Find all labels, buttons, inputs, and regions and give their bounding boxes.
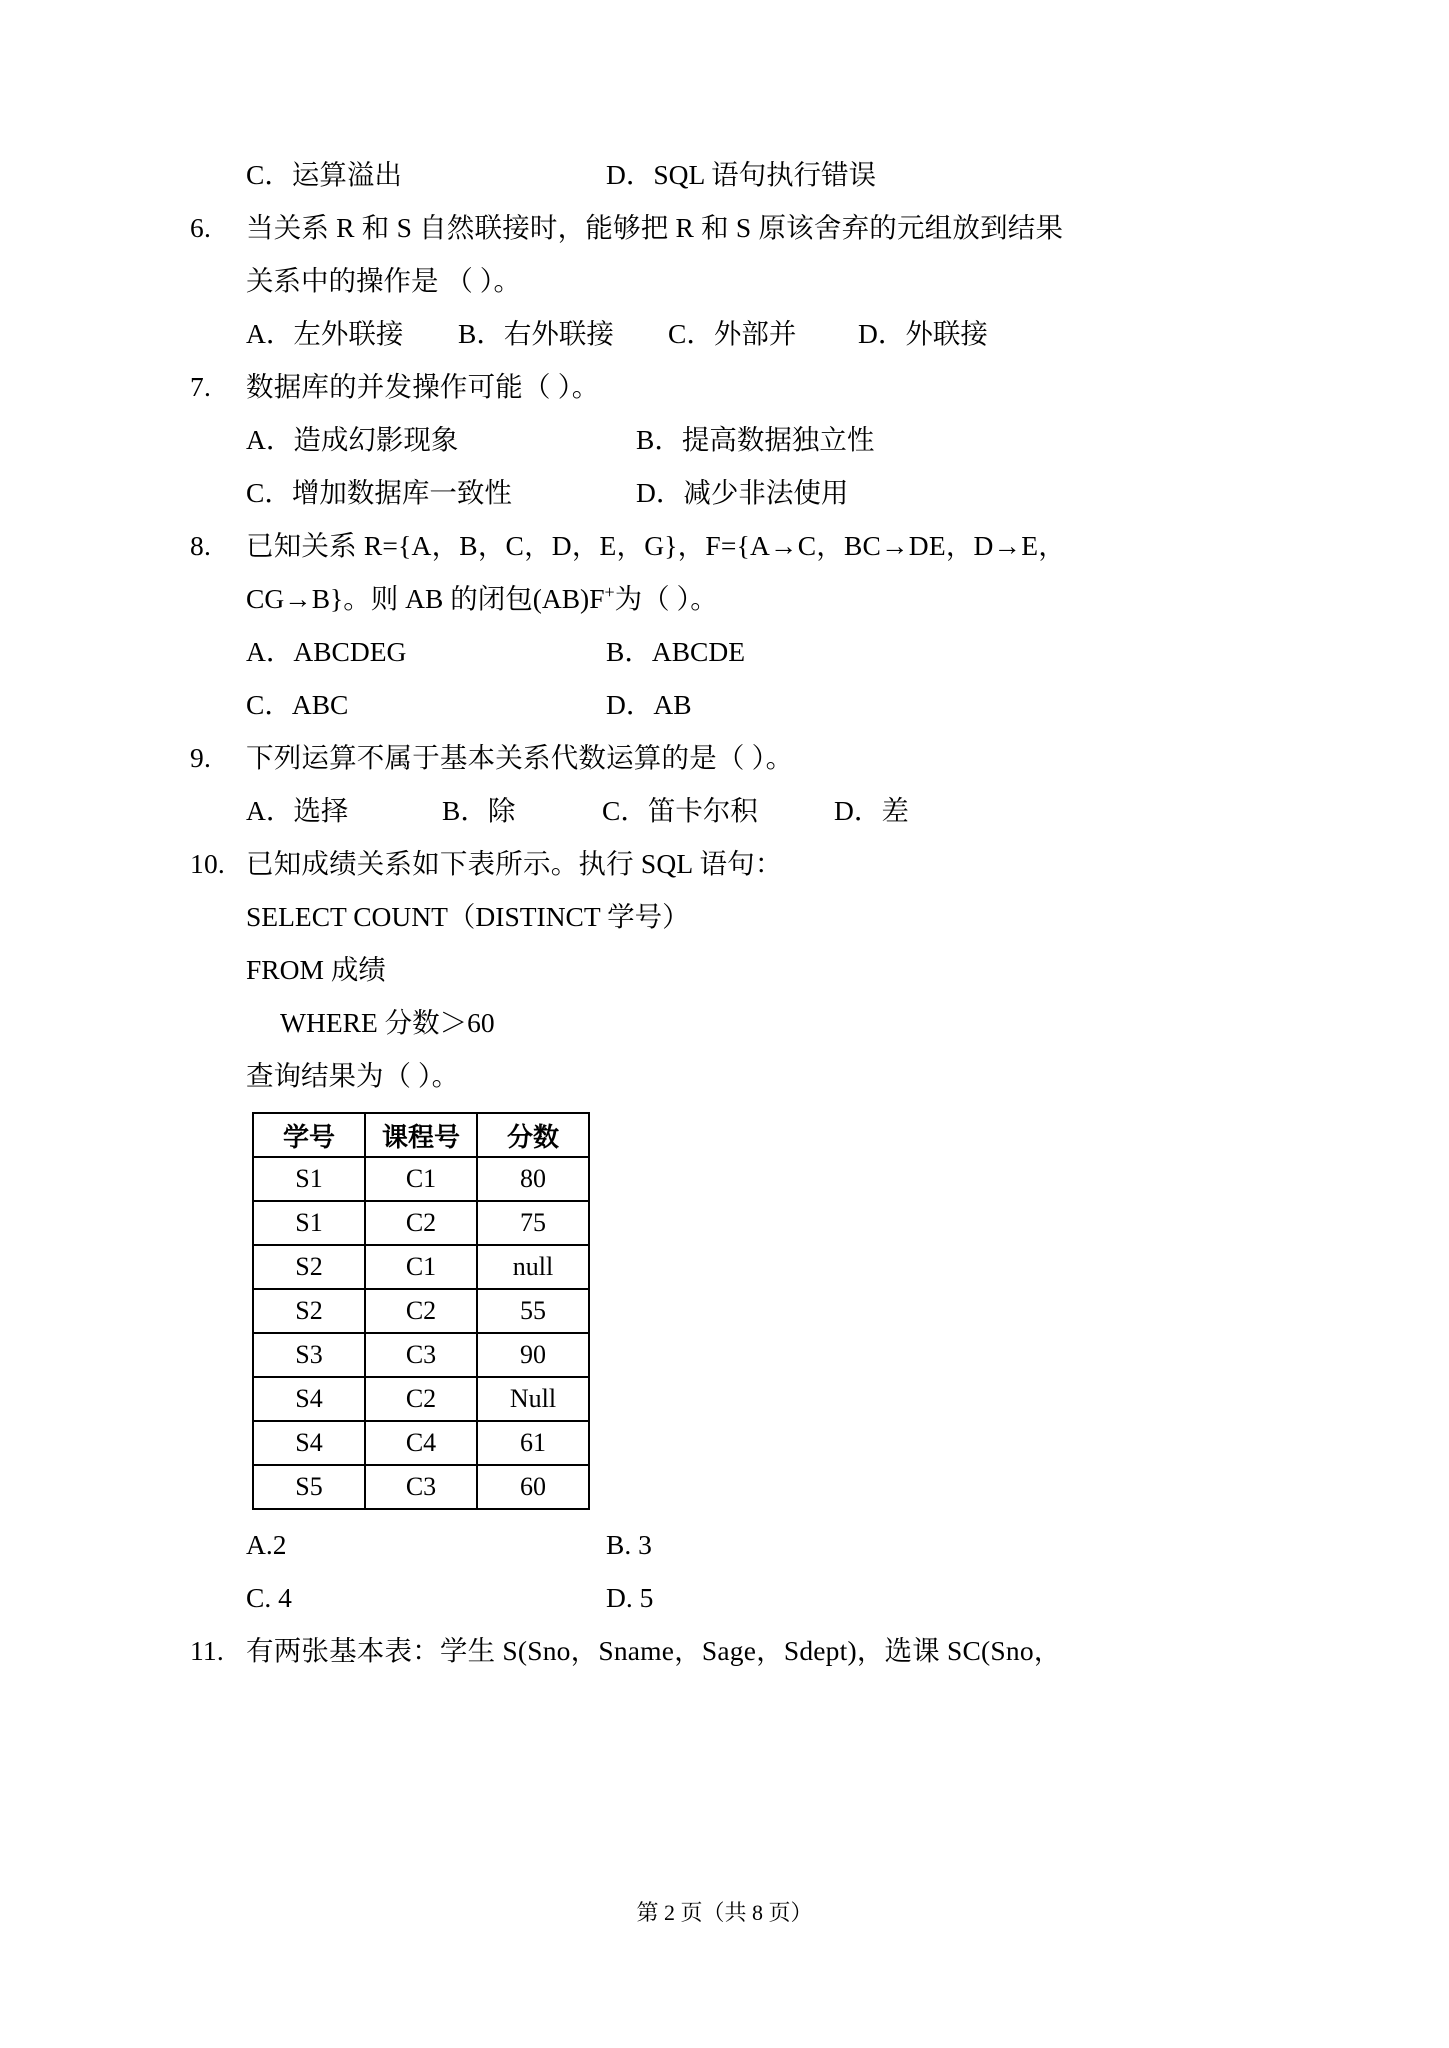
- option-b: B．ABCDE: [606, 636, 746, 667]
- question-11: [190, 1624, 1280, 1677]
- table-row: [253, 1333, 589, 1377]
- option-c: C．运算溢出: [246, 159, 402, 190]
- table-row: [253, 1377, 589, 1421]
- option-c: C．笛卡尔积: [602, 795, 758, 826]
- question-9: [190, 731, 1280, 784]
- cell-student-id: S5: [253, 1465, 365, 1509]
- sql-line-select: SELECT COUNT（DISTINCT 学号）: [246, 901, 690, 932]
- question-stem: 已知成绩关系如下表所示。执行 SQL 语句：: [246, 848, 783, 879]
- option-a: A.2: [246, 1529, 287, 1560]
- cell-student-id: S1: [253, 1201, 365, 1245]
- question-7: [190, 360, 1280, 413]
- cell-course-id: C1: [365, 1157, 477, 1201]
- cell-student-id: S1: [253, 1157, 365, 1201]
- cell-score: 55: [477, 1289, 589, 1333]
- cell-student-id: S2: [253, 1289, 365, 1333]
- question-stem: 有两张基本表：学生 S(Sno，Sname，Sage，Sdept)，选课 SC(Sno，: [246, 1635, 1062, 1666]
- question-8-stem-line2: [190, 572, 1280, 625]
- question-number: 9.: [190, 742, 212, 773]
- cell-score: 80: [477, 1157, 589, 1201]
- question-10: [190, 837, 1280, 890]
- table-row: [253, 1421, 589, 1465]
- question-8-options-row2: [190, 678, 1280, 731]
- page-content: [190, 148, 1280, 1677]
- column-header-course-id: 课程号: [365, 1113, 477, 1157]
- cell-course-id: C4: [365, 1421, 477, 1465]
- score-table-wrapper: [190, 1112, 1280, 1510]
- option-d: D．差: [834, 795, 909, 826]
- question-stem: 数据库的并发操作可能（ ）。: [246, 371, 600, 402]
- cell-student-id: S4: [253, 1377, 365, 1421]
- cell-score: Null: [477, 1377, 589, 1421]
- page-footer: 第 2 页（共 8 页）: [636, 1900, 813, 1925]
- cell-course-id: C1: [365, 1245, 477, 1289]
- cell-student-id: S4: [253, 1421, 365, 1465]
- superscript-plus: +: [604, 581, 615, 602]
- question-10-options-row2: [190, 1571, 1280, 1624]
- question-number: 7.: [190, 371, 212, 402]
- question-number: 8.: [190, 530, 212, 561]
- option-a: A．ABCDEG: [246, 636, 407, 667]
- option-a: A．选择: [246, 795, 349, 826]
- cell-score: 90: [477, 1333, 589, 1377]
- option-d: D. 5: [606, 1582, 654, 1613]
- cell-score: 60: [477, 1465, 589, 1509]
- table-header-row: [253, 1113, 589, 1157]
- option-c: C．ABC: [246, 689, 349, 720]
- option-c: C．外部并: [668, 318, 797, 349]
- question-10-stem-line2: 查询结果为（ ）。: [246, 1060, 460, 1091]
- option-b: B．右外联接: [458, 318, 614, 349]
- option-b: B. 3: [606, 1529, 652, 1560]
- option-a: A．左外联接: [246, 318, 404, 349]
- cell-course-id: C3: [365, 1465, 477, 1509]
- question-9-options: [190, 784, 1280, 837]
- closure-tail: 为（ ）。: [614, 583, 718, 614]
- cell-course-id: C3: [365, 1333, 477, 1377]
- question-stem: 下列运算不属于基本关系代数运算的是（ ）。: [246, 742, 794, 773]
- question-6-options: [190, 307, 1280, 360]
- closure-expression: CG→B}。则 AB 的闭包(AB)F: [246, 583, 605, 614]
- question-8-options-row1: [190, 625, 1280, 678]
- question-8: [190, 519, 1280, 572]
- option-b: B．提高数据独立性: [636, 424, 875, 455]
- option-c: C. 4: [246, 1582, 292, 1613]
- question-7-options-row2: [190, 466, 1280, 519]
- column-header-score: 分数: [477, 1113, 589, 1157]
- table-row: [253, 1465, 589, 1509]
- question-7-options-row1: [190, 413, 1280, 466]
- question-number: 11.: [190, 1635, 224, 1666]
- question-number: 10.: [190, 848, 225, 879]
- question-6: [190, 201, 1280, 254]
- cell-course-id: C2: [365, 1289, 477, 1333]
- sql-line-where: WHERE 分数＞60: [280, 1007, 495, 1038]
- score-table: [252, 1112, 590, 1510]
- option-b: B．除: [442, 795, 516, 826]
- question-stem: 已知关系 R={A，B，C，D，E，G}，F={A→C，BC→DE，D→E，: [246, 530, 1066, 561]
- cell-course-id: C2: [365, 1201, 477, 1245]
- cell-score: null: [477, 1245, 589, 1289]
- cell-student-id: S2: [253, 1245, 365, 1289]
- cell-score: 61: [477, 1421, 589, 1465]
- question-6-stem-line2: 关系中的操作是 （ ）。: [246, 265, 521, 296]
- question-number: 6.: [190, 212, 212, 243]
- option-d: D．SQL 语句执行错误: [606, 159, 877, 190]
- cell-course-id: C2: [365, 1377, 477, 1421]
- question-10-options-row1: [190, 1518, 1280, 1571]
- cell-student-id: S3: [253, 1333, 365, 1377]
- column-header-student-id: 学号: [253, 1113, 365, 1157]
- option-a: A．造成幻影现象: [246, 424, 459, 455]
- cell-score: 75: [477, 1201, 589, 1245]
- sql-line-from: FROM 成绩: [246, 954, 386, 985]
- option-d: D．外联接: [858, 318, 988, 349]
- option-d: D．减少非法使用: [636, 477, 849, 508]
- table-row: [253, 1245, 589, 1289]
- table-row: [253, 1157, 589, 1201]
- question-stem: 当关系 R 和 S 自然联接时，能够把 R 和 S 原该舍弃的元组放到结果: [246, 212, 1064, 243]
- question-5-options: [190, 148, 1280, 201]
- table-row: [253, 1289, 589, 1333]
- table-row: [253, 1201, 589, 1245]
- option-c: C．增加数据库一致性: [246, 477, 512, 508]
- option-d: D．AB: [606, 689, 692, 720]
